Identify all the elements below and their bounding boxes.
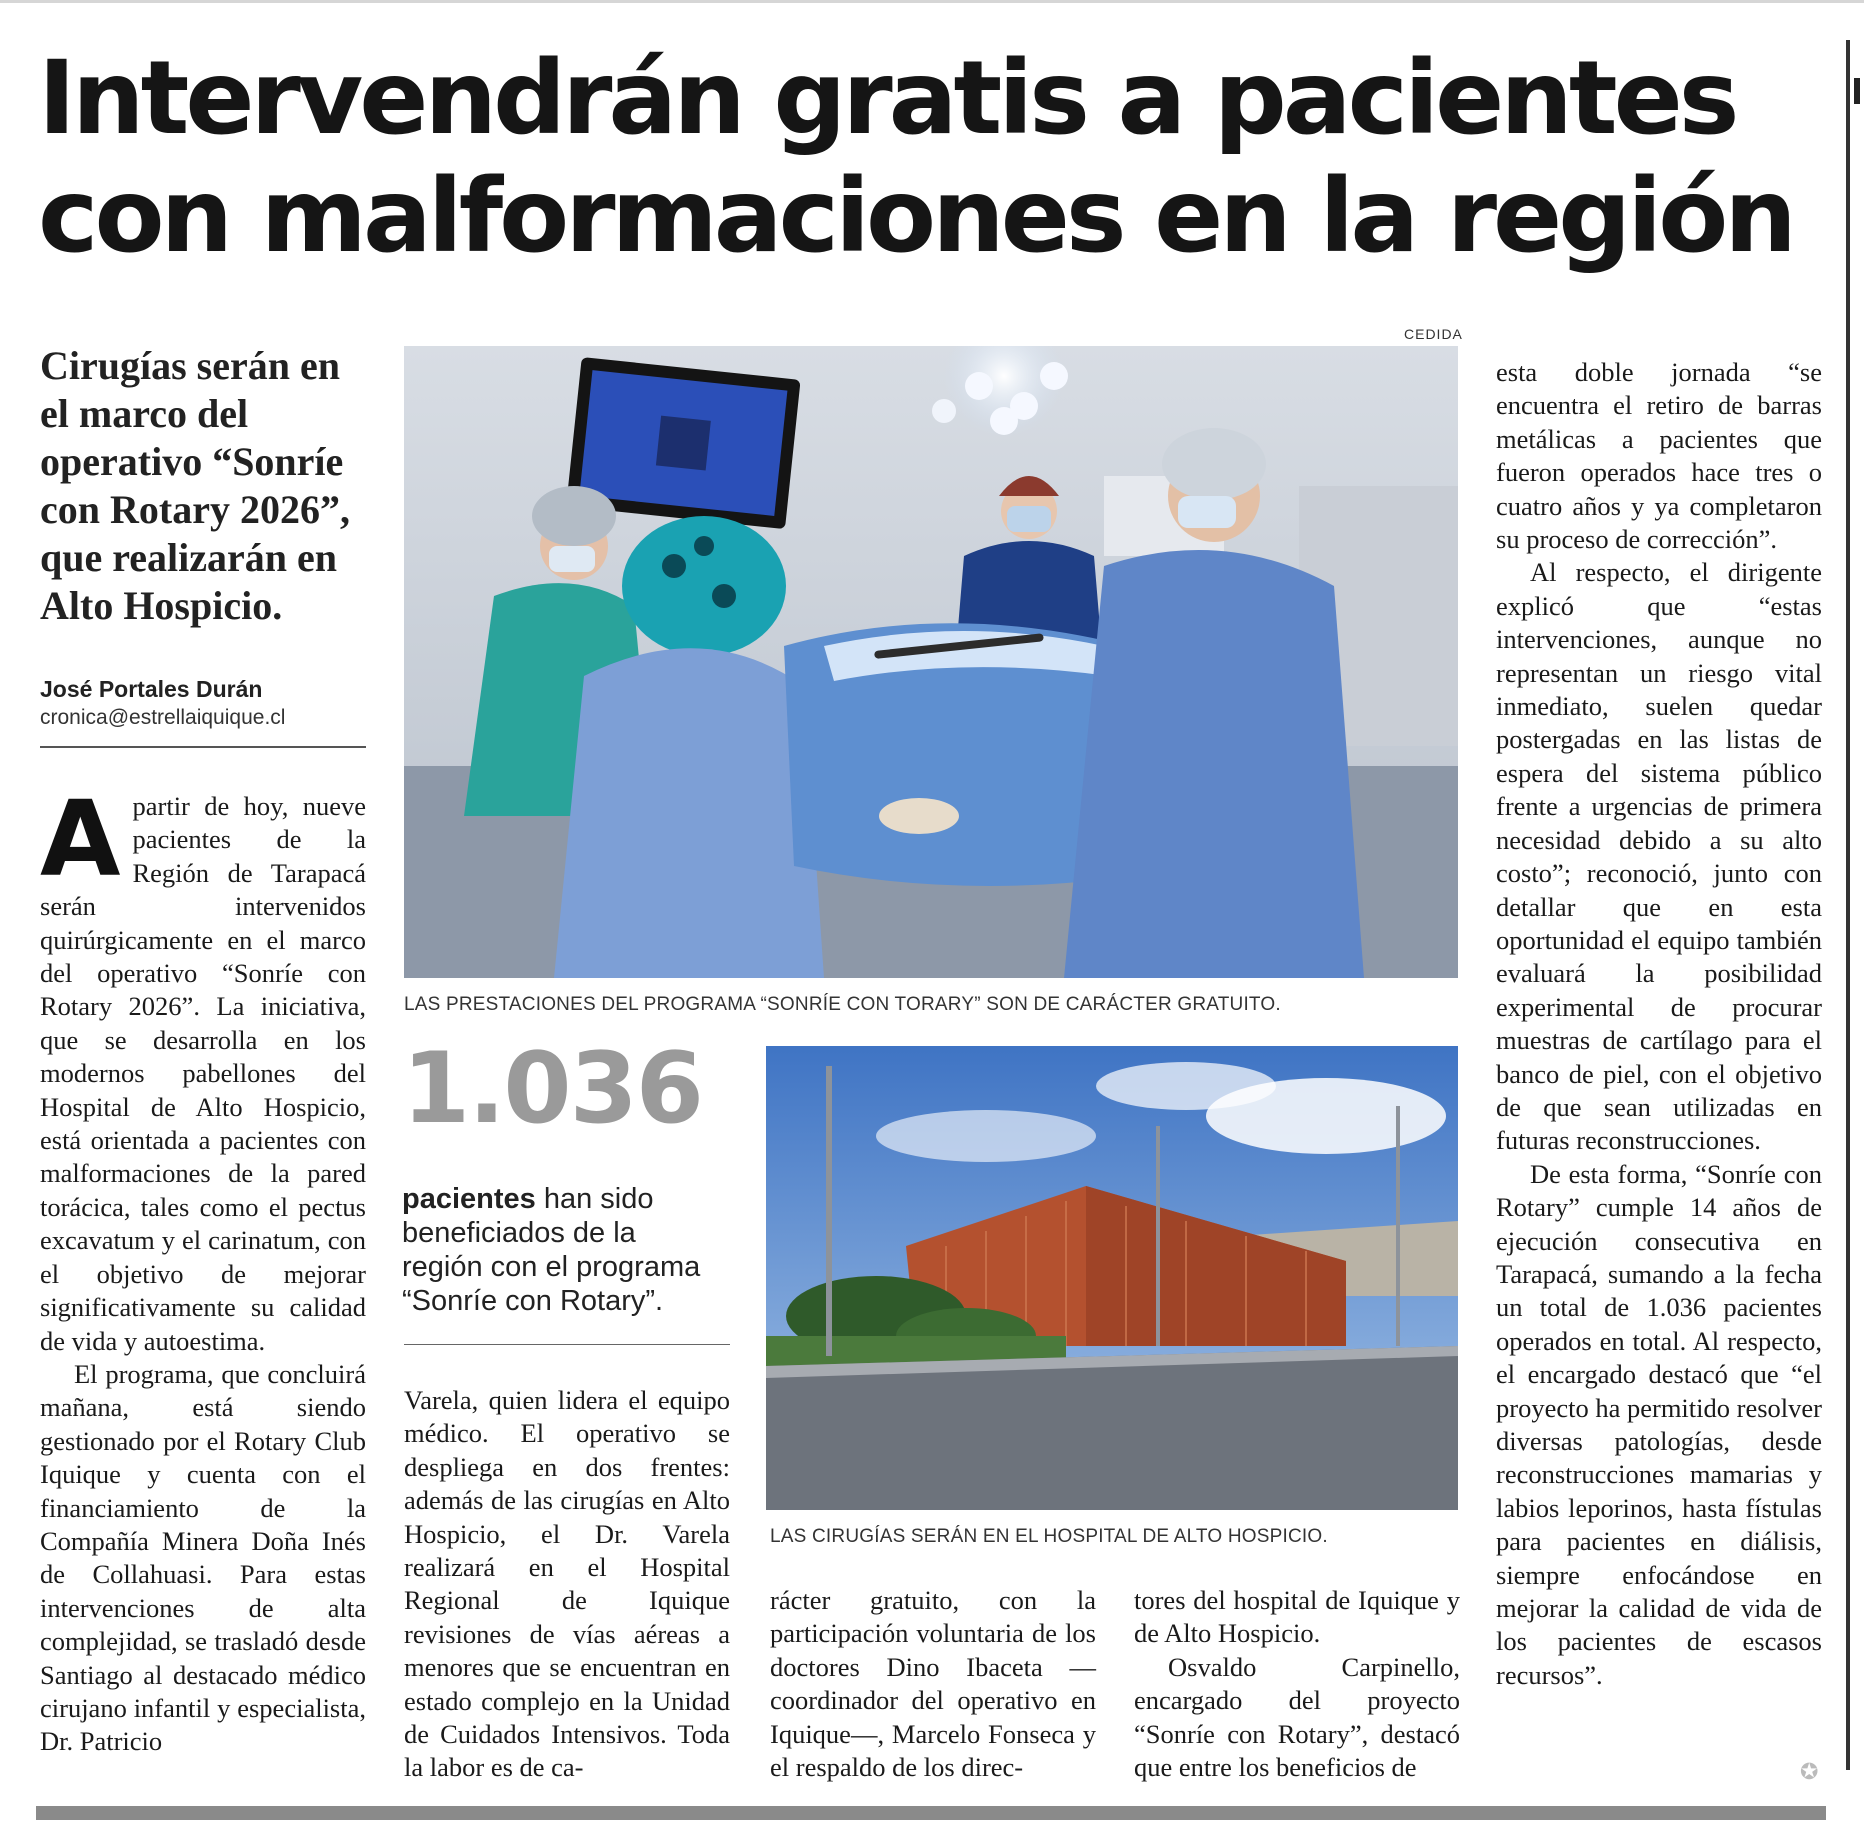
bottom-border: [36, 1806, 1826, 1820]
body-paragraph: tores del hospital de Iquique y de Alto Hospicio.: [1134, 1585, 1460, 1649]
body-column-3: [770, 1584, 1096, 1784]
body-column-4: [1134, 1584, 1460, 1784]
byline-author: José Portales Durán: [40, 676, 263, 702]
stat-rule: [404, 1344, 730, 1345]
corner-star-icon: ✪: [1800, 1760, 1819, 1785]
body-paragraph: El programa, que concluirá mañana, está siendo gestionado por el Rotary Club Iquique y cuenta con el financiamiento de la Compañía Minera Doña Inés de Collahuasi. Para estas intervenciones de alta complejidad, se trasladó desde Santiago al destacado médico cirujano infantil y especialista, Dr. Patricio: [40, 1358, 366, 1757]
body-paragraph: Apartir de hoy, nueve pacientes de la Región de Tarapacá serán intervenidos quirúrgicamente en el marco del operativo “Sonríe con Rotary 2026”. La iniciativa, que se desarrolla en los modernos pabellones del Hospital de Alto Hospicio, está orientada a pacientes con malformaciones de la pared torácica, tales como el pectus excavatum y el carinatum, con el objetivo de mejorar significativamente su calidad de vida y autoestima.: [40, 778, 366, 1356]
body-column-1: [40, 778, 366, 1759]
body-paragraph: De esta forma, “Sonríe con Rotary” cumple 14 años de ejecución consecutiva en Tarapacá, sumando a la fecha un total de 1.036 pacientes operados en total. Al respecto, el encargado destacó que “el proyecto ha permitido resolver diversas patologías, desde reconstrucciones mamarias y labios leporinos, hasta fístulas para pacientes en diálisis, siempre enfocándose en mejorar la calidad de vida de los pacientes de escasos recursos”.: [1496, 1158, 1822, 1690]
body-paragraph: rácter gratuito, con la participación voluntaria de los doctores Dino Ibaceta —coordinador del operativo en Iquique—, Marcelo Fonseca y el respaldo de los direc-: [770, 1585, 1096, 1783]
right-edge-mark: [1854, 78, 1860, 104]
byline-rule: [40, 746, 366, 748]
right-column-divider: [1846, 40, 1850, 1770]
stat-text: pacientes han sido beneficiados de la región con el programa “Sonríe con Rotary”.: [402, 1183, 701, 1317]
photo-credit: CEDIDA: [1404, 326, 1463, 342]
top-border: [0, 0, 1864, 3]
byline-email: cronica@estrellaiquique.cl: [40, 706, 286, 729]
body-column-5: [1496, 356, 1822, 1692]
surgery-photo-caption: LAS PRESTACIONES DEL PROGRAMA “SONRÍE CON TORARY” SON DE CARÁCTER GRATUITO.: [404, 994, 1281, 1015]
surgery-photo: [404, 346, 1458, 978]
hospital-photo: [766, 1046, 1458, 1510]
body-paragraph: Al respecto, el dirigente explicó que “estas intervenciones, aunque no representan un riesgo vital inmediato, suelen quedar postergadas en las listas de espera del sistema público frente a urgencias de primera necesidad debido a su alto costo”; reconoció, junto con detallar que en esta oportunidad el equipo también evaluará la posibilidad experimental de procurar muestras de cartílago para el banco de piel, con el objetivo de que sean utilizadas en futuras reconstrucciones.: [1496, 557, 1822, 1156]
body-paragraph: Varela, quien lidera el equipo médico. El operativo se despliega en dos frentes: además de las cirugías en Alto Hospicio, el Dr. Varela realizará en el Hospital Regional de Iquique revisiones de vías aéreas a menores que se encuentran en estado complejo en la Unidad de Cuidados Intensivos. Toda la labor es de ca-: [404, 1385, 730, 1783]
body-paragraph: Osvaldo Carpinello, encargado del proyecto “Sonríe con Rotary”, destacó que entre los beneficios de: [1134, 1651, 1460, 1783]
deck-subheadline: Cirugías serán en el marco del operativo “Sonríe con Rotary 2026”, que realizarán en Alto Hospicio.: [40, 343, 350, 628]
headline: Intervendrán gratis a pacientes con malformaciones en la región: [38, 39, 1793, 276]
stat-number: 1.036: [402, 1032, 702, 1146]
body-paragraph: esta doble jornada “se encuentra el retiro de barras metálicas a pacientes que fueron operados hace tres o cuatro años y ya completaron su proceso de corrección”.: [1496, 357, 1822, 555]
body-column-2: [404, 1384, 730, 1785]
hospital-photo-caption: LAS CIRUGÍAS SERÁN EN EL HOSPITAL DE ALTO HOSPICIO.: [770, 1526, 1328, 1547]
drop-cap: A: [40, 778, 121, 900]
